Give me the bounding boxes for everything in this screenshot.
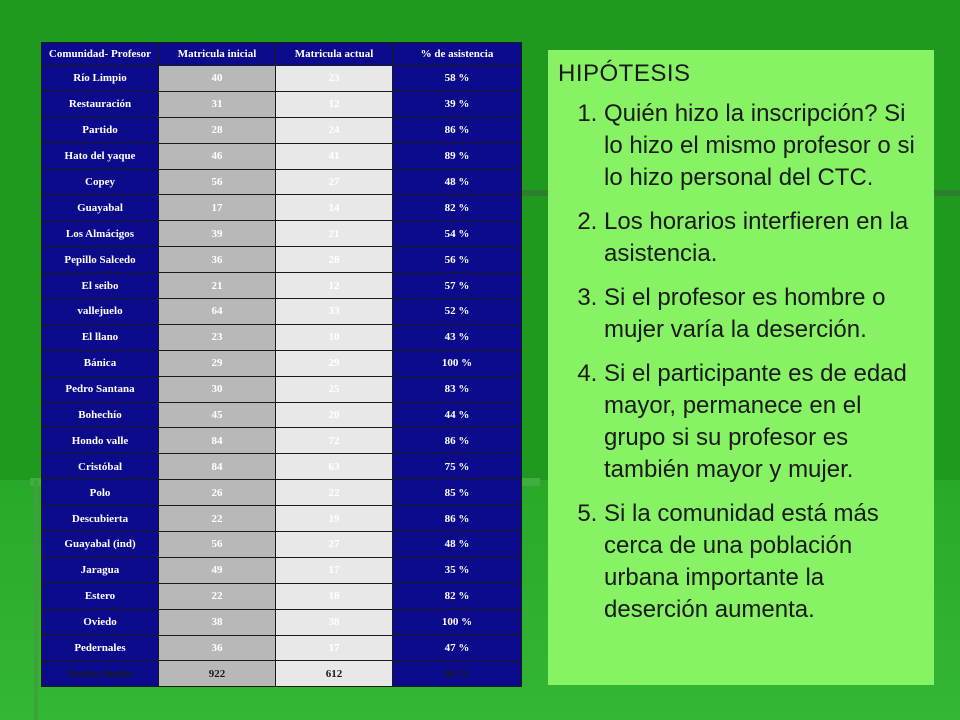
- hypothesis-item: 3. Si el profesor es hombre o mujer varía la deserción.: [604, 282, 924, 346]
- attendance-cell: 35 %: [393, 557, 522, 583]
- initial-enrollment-cell: 21: [159, 273, 276, 299]
- initial-enrollment-cell: 28: [159, 117, 276, 143]
- initial-enrollment-cell: 22: [159, 583, 276, 609]
- current-enrollment-cell: 27: [276, 169, 393, 195]
- attendance-cell: 75 %: [393, 454, 522, 480]
- initial-enrollment-cell: 38: [159, 609, 276, 635]
- current-enrollment-cell: 23: [276, 66, 393, 92]
- attendance-cell: 100 %: [393, 350, 522, 376]
- current-enrollment-cell: 41: [276, 143, 393, 169]
- initial-enrollment-cell: 17: [159, 195, 276, 221]
- community-cell: Polo: [42, 480, 159, 506]
- community-cell: Guayabal: [42, 195, 159, 221]
- attendance-cell: 100 %: [393, 609, 522, 635]
- current-enrollment-cell: 24: [276, 117, 393, 143]
- table-row: [42, 428, 522, 454]
- initial-enrollment-cell: 23: [159, 324, 276, 350]
- table-row: [42, 143, 522, 169]
- attendance-cell: 44 %: [393, 402, 522, 428]
- table-row: [42, 583, 522, 609]
- community-cell: Copey: [42, 169, 159, 195]
- table-row: [42, 299, 522, 325]
- attendance-cell: 48 %: [393, 169, 522, 195]
- table-row: [42, 324, 522, 350]
- table-row: [42, 273, 522, 299]
- current-enrollment-cell: 14: [276, 195, 393, 221]
- attendance-table-container: [41, 42, 521, 687]
- initial-enrollment-cell: 49: [159, 557, 276, 583]
- community-cell: El llano: [42, 324, 159, 350]
- initial-enrollment-cell: 45: [159, 402, 276, 428]
- attendance-cell: 58 %: [393, 66, 522, 92]
- current-enrollment-cell: 27: [276, 532, 393, 558]
- community-cell: Bohechío: [42, 402, 159, 428]
- community-cell: Cristóbal: [42, 454, 159, 480]
- table-row: [42, 247, 522, 273]
- current-enrollment-cell: 21: [276, 221, 393, 247]
- current-enrollment-cell: 29: [276, 350, 393, 376]
- initial-enrollment-cell: 31: [159, 91, 276, 117]
- initial-enrollment-cell: 22: [159, 506, 276, 532]
- hypothesis-item: 1. Quién hizo la inscripción? Si lo hizo el mismo profesor o si lo hizo personal del CTC.: [604, 98, 924, 194]
- hypotheses-box: [548, 50, 934, 685]
- current-enrollment-cell: 28: [276, 247, 393, 273]
- table-row: [42, 91, 522, 117]
- current-enrollment-cell: 33: [276, 299, 393, 325]
- table-row: [42, 117, 522, 143]
- column-header-current-enrollment: Matricula actual: [276, 43, 393, 66]
- community-cell: El seibo: [42, 273, 159, 299]
- attendance-cell: 48 %: [393, 532, 522, 558]
- attendance-cell: 89 %: [393, 143, 522, 169]
- current-enrollment-cell: 72: [276, 428, 393, 454]
- table-row: [42, 350, 522, 376]
- community-cell: Río Limpio: [42, 66, 159, 92]
- initial-enrollment-cell: 36: [159, 635, 276, 661]
- initial-enrollment-cell: 84: [159, 454, 276, 480]
- hypotheses-title: HIPÓTESIS: [558, 60, 691, 87]
- community-cell: Pedro Santana: [42, 376, 159, 402]
- current-enrollment-cell: 63: [276, 454, 393, 480]
- table-row: [42, 480, 522, 506]
- initial-enrollment-cell: 64: [159, 299, 276, 325]
- table-row: [42, 221, 522, 247]
- current-enrollment-cell: 38: [276, 609, 393, 635]
- attendance-cell: 57 %: [393, 273, 522, 299]
- table-row: [42, 66, 522, 92]
- totals-attendance-cell: 66 %: [393, 661, 522, 687]
- attendance-cell: 54 %: [393, 221, 522, 247]
- table-row: [42, 506, 522, 532]
- current-enrollment-cell: 19: [276, 506, 393, 532]
- initial-enrollment-cell: 36: [159, 247, 276, 273]
- current-enrollment-cell: 25: [276, 376, 393, 402]
- table-row: [42, 609, 522, 635]
- initial-enrollment-cell: 40: [159, 66, 276, 92]
- initial-enrollment-cell: 56: [159, 169, 276, 195]
- hypothesis-item: 4. Si el participante es de edad mayor, permanece en el grupo si su profesor es también mayor y mujer.: [604, 358, 924, 486]
- attendance-cell: 86 %: [393, 428, 522, 454]
- table-row: [42, 169, 522, 195]
- current-enrollment-cell: 20: [276, 402, 393, 428]
- community-cell: Jaragua: [42, 557, 159, 583]
- table-body: [42, 66, 522, 687]
- initial-enrollment-cell: 39: [159, 221, 276, 247]
- attendance-cell: 85 %: [393, 480, 522, 506]
- initial-enrollment-cell: 46: [159, 143, 276, 169]
- attendance-cell: 82 %: [393, 195, 522, 221]
- totals-current-enrollment-cell: 612: [276, 661, 393, 687]
- attendance-table: [41, 42, 522, 687]
- current-enrollment-cell: 17: [276, 635, 393, 661]
- community-cell: Estero: [42, 583, 159, 609]
- table-header-row: [42, 43, 522, 66]
- attendance-cell: 56 %: [393, 247, 522, 273]
- table-row: [42, 402, 522, 428]
- table-row: [42, 454, 522, 480]
- attendance-cell: 83 %: [393, 376, 522, 402]
- initial-enrollment-cell: 56: [159, 532, 276, 558]
- initial-enrollment-cell: 30: [159, 376, 276, 402]
- attendance-cell: 47 %: [393, 635, 522, 661]
- initial-enrollment-cell: 26: [159, 480, 276, 506]
- initial-enrollment-cell: 84: [159, 428, 276, 454]
- attendance-cell: 43 %: [393, 324, 522, 350]
- initial-enrollment-cell: 29: [159, 350, 276, 376]
- current-enrollment-cell: 12: [276, 273, 393, 299]
- hypotheses-list: [558, 98, 924, 626]
- community-cell: Guayabal (ind): [42, 532, 159, 558]
- background-line: [34, 480, 38, 720]
- community-cell: Hato del yaque: [42, 143, 159, 169]
- community-cell: Restauración: [42, 91, 159, 117]
- current-enrollment-cell: 17: [276, 557, 393, 583]
- hypothesis-item: 2. Los horarios interfieren en la asistencia.: [604, 206, 924, 270]
- table-row: [42, 635, 522, 661]
- hypothesis-item: 5. Si la comunidad está más cerca de una población urbana importante la deserción aumenta.: [604, 498, 924, 626]
- community-cell: vallejuelo: [42, 299, 159, 325]
- current-enrollment-cell: 12: [276, 91, 393, 117]
- community-cell: Oviedo: [42, 609, 159, 635]
- table-row: [42, 557, 522, 583]
- current-enrollment-cell: 22: [276, 480, 393, 506]
- community-cell: Los Almácigos: [42, 221, 159, 247]
- community-cell: Hondo valle: [42, 428, 159, 454]
- table-row: [42, 532, 522, 558]
- column-header-attendance: % de asistencia: [393, 43, 522, 66]
- column-header-initial-enrollment: Matricula inicial: [159, 43, 276, 66]
- community-cell: Partido: [42, 117, 159, 143]
- attendance-cell: 52 %: [393, 299, 522, 325]
- community-cell: Pepillo Salcedo: [42, 247, 159, 273]
- current-enrollment-cell: 18: [276, 583, 393, 609]
- attendance-cell: 39 %: [393, 91, 522, 117]
- table-row: [42, 376, 522, 402]
- totals-row: [42, 661, 522, 687]
- totals-initial-enrollment-cell: 922: [159, 661, 276, 687]
- community-cell: Descubierta: [42, 506, 159, 532]
- attendance-cell: 86 %: [393, 117, 522, 143]
- table-row: [42, 195, 522, 221]
- attendance-cell: 82 %: [393, 583, 522, 609]
- current-enrollment-cell: 10: [276, 324, 393, 350]
- attendance-cell: 86 %: [393, 506, 522, 532]
- totals-community-cell: Totales finales: [42, 661, 159, 687]
- community-cell: Bánica: [42, 350, 159, 376]
- column-header-community: Comunidad- Profesor: [42, 43, 159, 66]
- community-cell: Pedernales: [42, 635, 159, 661]
